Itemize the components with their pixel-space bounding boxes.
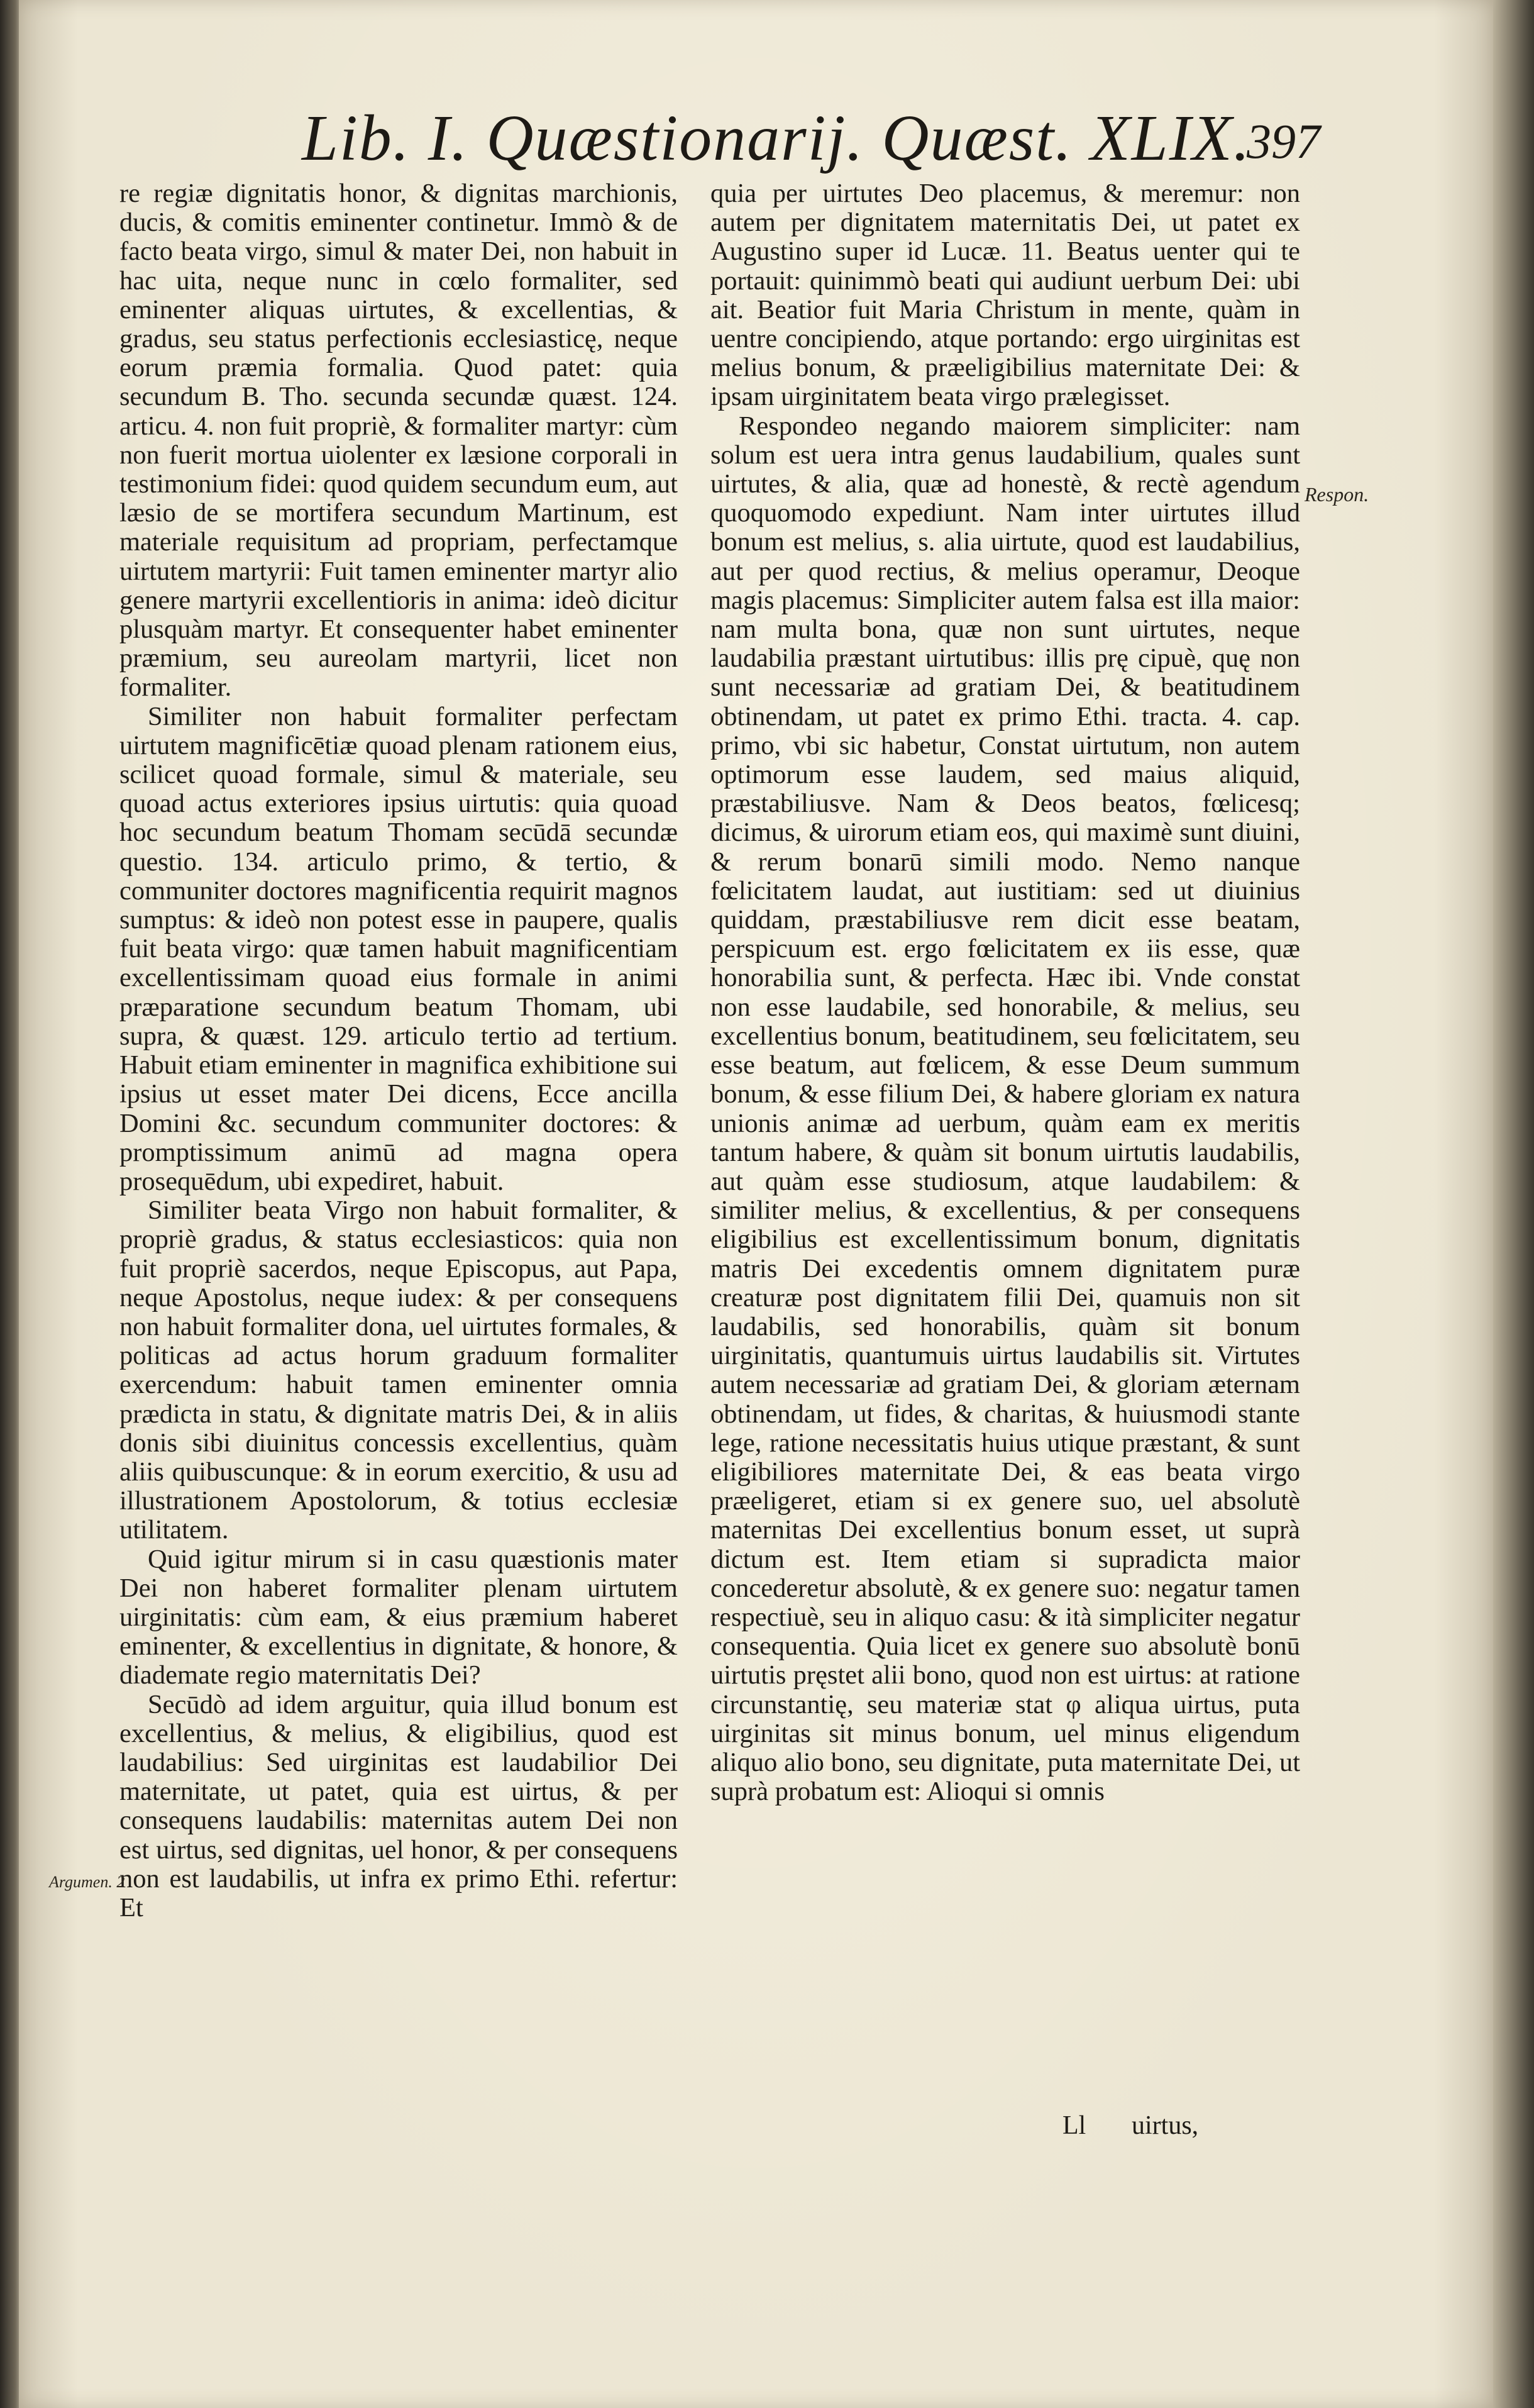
signature-mark: Ll [1062,2111,1086,2140]
running-title: Lib. I. Quæstionarij. Quæst. XLIX. [302,102,1251,174]
left-column [119,179,678,1923]
margin-note-argumen: Argumen. 2 [49,1873,125,1891]
right-column [710,179,1300,1806]
catchword: uirtus, [1132,2111,1199,2140]
page-edge [1493,0,1534,2408]
paragraph: Similiter beata Virgo non habuit formaliter, & propriè gradus, & status ecclesiasticos: quia non fuit propriè sacerdos, neque Episcopus, aut Papa, neque Apostolus, neque iudex: & per consequens non habuit formaliter dona, uel uirtutes formales, & politicas ad actus horum graduum formaliter exercendum: habuit tamen eminenter omnia prædicta in statu, & dignitate matris Dei, & in aliis donis sibi diuinitus concessis excellentius, quàm aliis quibuscunque: & in eorum exercitio, & usu ad illustrationem Apostolorum, & totius ecclesiæ utilitatem. [119,1196,678,1545]
paragraph: Similiter non habuit formaliter perfectam uirtutem magnificētiæ quoad plenam rationem eius, scilicet quoad formale, simul & materiale, seu quoad actus exteriores ipsius uirtutis: quia quoad hoc secundum beatum Thomam secūdā secundæ questio. 134. articulo primo, & tertio, & communiter doctores magnificentia requirit magnos sumptus: & ideò non potest esse in paupere, qualis fuit beata virgo: quæ tamen habuit magnificentiam excellentissimam quoad eius formale in animi præparatione secundum beatum Thomam, ubi supra, & quæst. 129. articulo tertio ad tertium. Habuit etiam eminenter in magnifica exhibitione sui ipsius ut esset mater Dei dicens, Ecce ancilla Domini &c. secundum communiter doctores: & promptissimum animū ad magna opera prosequēdum, ubi expediret, habuit. [119,701,678,1196]
margin-note-respon: Respon. [1305,483,1369,506]
paragraph: Respondeo negando maiorem simpliciter: nam solum est uera intra genus laudabilium, quales sunt uirtutes, & alia, quæ ad honestè, & rectè agendum quoquomodo expediunt. Nam inter uirtutes illud bonum est melius, s. alia uirtute, quod est laudabilius, aut per quod rectius, & melius operamur, Deoque magis placemus: Simpliciter autem falsa est illa maior: nam multa bona, quæ non sunt uirtutes, neque laudabilia præstant uirtutibus: illis prę cipuè, quę non sunt necessariæ ad gratiam Dei, & beatitudinem obtinendam, ut patet ex primo Ethi. tracta. 4. cap. primo, vbi sic habetur, Constat uirtutum, non autem optimorum esse laudem, sed maius aliquid, præstabiliusve. Nam & Deos beatos, fœlicesq; dicimus, & uirorum etiam eos, qui maximè sunt diuini, & rerum bonarū simili modo. Nemo nanque fœlicitatem laudat, aut iustitiam: sed ut diuinius quiddam, præstabiliusve rem dicit esse beatam, perspicuum est. ergo fœlicitatem ex iis esse, quæ honorabilia sunt, & perfecta. Hæc ibi. Vnde constat non esse laudabile, sed honorabile, & melius, seu excellentius bonum, beatitudinem, seu fœlicitatem, seu esse beatum, aut fœlicem, & esse Deum summum bonum, & esse filium Dei, & habere gloriam ex natura unionis animæ ad uerbum, quàm eam ex meritis tantum habere, & quàm sit bonum uirtutis laudabilis, aut quàm esse studiosum, atque laudabilem: & similiter melius, & excellentius, & per consequens eligibilius est excellentissimum bonum, dignitatis matris Dei excedentis omnem dignitatem puræ creaturæ post dignitatem filii Dei, quamuis non sit laudabilis, sed honorabilis, quàm sit bonum uirginitatis, quantumuis uirtus laudabilis sit. Virtutes autem necessariæ ad gratiam Dei, & gloriam æternam obtinendam, ut fides, & charitas, & huiusmodi stante lege, ratione necessitatis huius utique præstant, & sunt eligibiliores maternitate Dei, & eas beata virgo præeligeret, etiam si ex genere suo, uel absolutè maternitas Dei excellentius bonum esset, ut suprà dictum est. Item etiam si supradicta maior concederetur absolutè, & ex genere suo: negatur tamen respectiuè, seu in aliquo casu: & ità simpliciter negatur consequentia. Quia licet ex genere suo absolutè bonū uirtutis pręstet alii bono, quod non est uirtus: at ratione circunstantię, seu materiæ stat φ aliqua uirtus, puta uirginitas sit minus bonum, uel minus eligendum aliquo alio bono, seu dignitate, puta maternitate Dei, ut suprà probatum est: Alioqui si omnis [710,411,1300,1807]
paragraph: Secūdò ad idem arguitur, quia illud bonum est excellentius, & melius, & eligibilius, quod est laudabilius: Sed uirginitas est laudabilior Dei maternitate, ut patet, quia est uirtus, & per consequens laudabilis: maternitas autem Dei non est uirtus, sed dignitas, uel honor, & per consequens non est laudabilis, ut infra ex primo Ethi. refertur: Et [119,1689,678,1923]
paragraph: re regiæ dignitatis honor, & dignitas marchionis, ducis, & comitis eminenter continetur. Immò & de facto beata virgo, simul & mater Dei, non habuit in hac uita, neque nunc in cœlo formaliter, sed eminenter aliquas uirtutes, & excellentias, & gradus, seu status perfectionis ecclesiasticę, neque eorum præmia formalia. Quod patet: quia secundum B. Tho. secunda secundæ quæst. 124. articu. 4. non fuit propriè, & formaliter martyr: cùm non fuerit mortua uiolenter ex læsione corporali in testimonium fidei: quod quidem secundum eum, aut læsio de se mortifera secundum Martinum, est materiale requisitum ad propriam, perfectamque uirtutem martyrii: Fuit tamen eminenter martyr alio genere martyrii excellentioris in anima: ideò dicitur plusquàm martyr. Et consequenter habet eminenter præmium, seu aureolam martyrii, licet non formaliter. [119,179,678,702]
paragraph: Quid igitur mirum si in casu quæstionis mater Dei non haberet formaliter plenam uirtutem uirginitatis: cùm eam, & eius præmium haberet eminenter, & excellentius in dignitate, & honore, & diademate regio maternitatis Dei? [119,1544,678,1690]
page-header [302,101,1371,176]
paragraph: quia per uirtutes Deo placemus, & meremur: non autem per dignitatem maternitatis Dei, ut patet ex Augustino super id Lucæ. 11. Beatus uenter qui te portauit: quinimmò beati qui audiunt uerbum Dei: ubi ait. Beatior fuit Maria Christum in mente, quàm in uentre concipiendo, atque portando: ergo uirginitas est melius bonum, & præeligibilius maternitate Dei: & ipsam uirginitatem beata virgo prælegisset. [710,179,1300,412]
page-number: 397 [1247,114,1320,169]
